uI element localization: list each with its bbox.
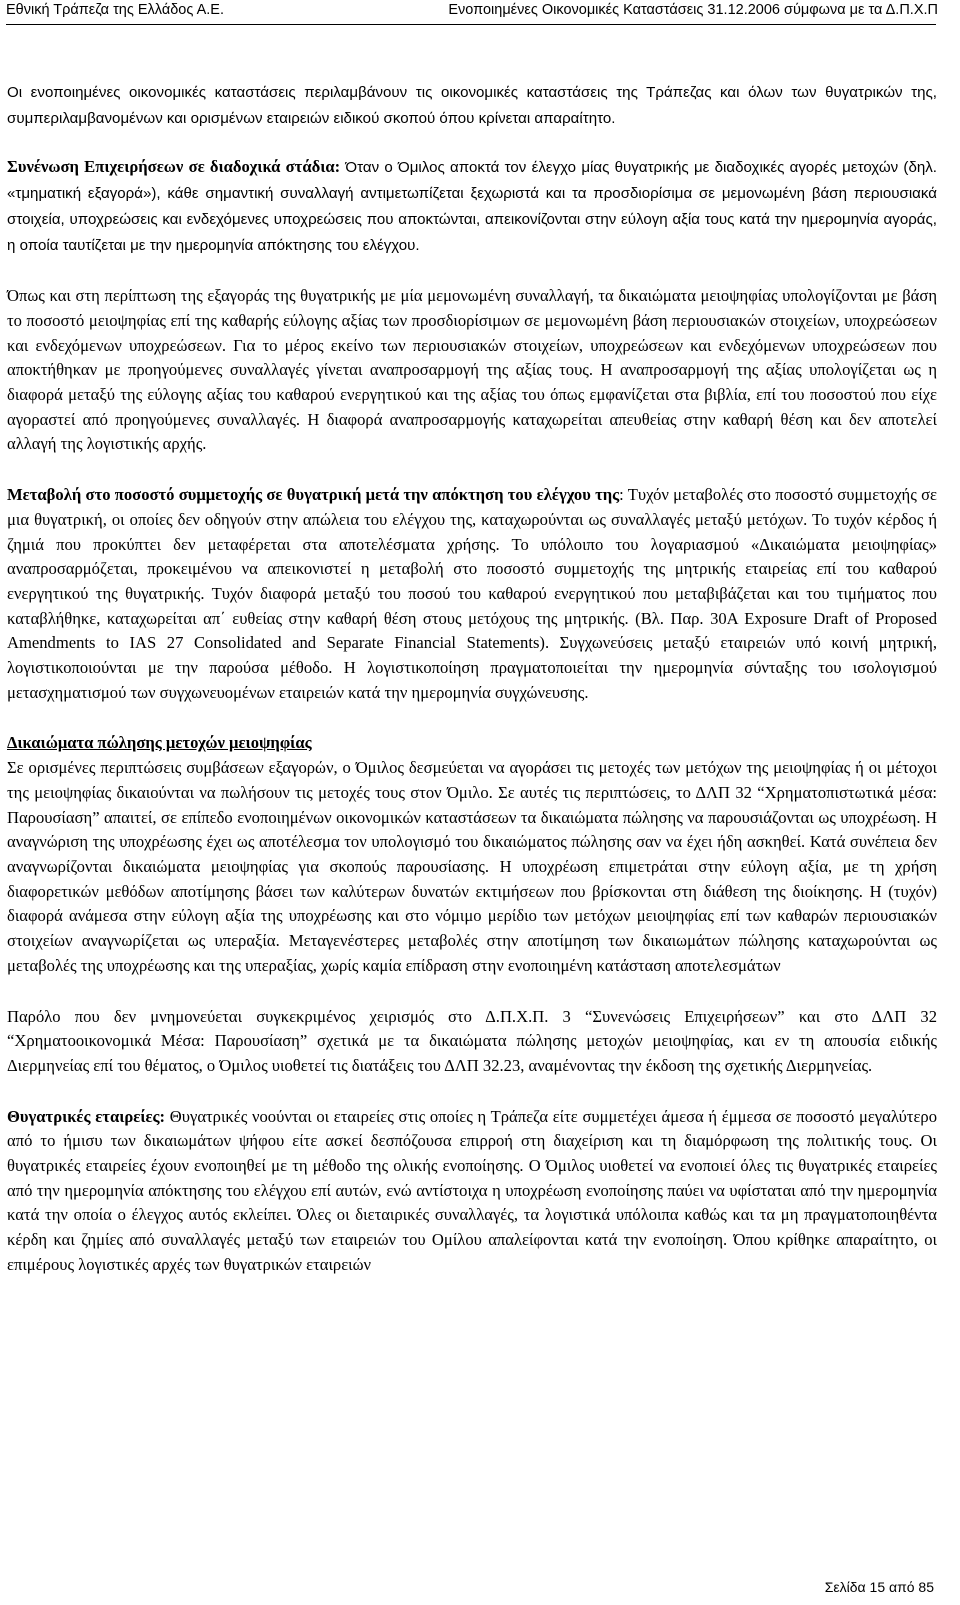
paragraph-text: Παρόλο που δεν μνημονεύεται συγκεκριμένος χειρισμός στο Δ.Π.Χ.Π. 3 “Συνενώσεις Επιχειρήσεων” και στο ΔΛΠ 32 “Χρηματοοικονομικά Μέσα: Παρουσίαση” σχετικά με τα δικαιώματα πώλησης μετοχών μειοψηφίας, και εν τη απουσία ειδικής Διερμηνείας επί του θέματος, ο Όμιλος υιοθετεί τις διατάξεις του ΔΛΠ 32.23, αναμένοντας την έκδοση της σχετικής Διερμηνείας. <box>7 1006 937 1075</box>
paragraph-text: Θυγατρικές νοούνται οι εταιρείες στις οποίες η Τράπεζα είτε συμμετέχει άμεσα ή έμμεσα σε ποσοστό μεγαλύτερο από το ήμισυ των δικαιωμάτων ψήφου είτε ασκεί δεσπόζουσα επιρροή στη διαχείριση και τη διαμόρφωση της πολιτικής τους. Οι θυγατρικές εταιρείες έχουν ενοποιηθεί με τη μέθοδο της ολικής ενοποίησης. Ο Όμιλος υιοθετεί να ενοποιεί όλες τις θυγατρικές εταιρείες από την ημερομηνία απόκτησης του ελέγχου επί αυτών, ενώ αντίστοιχα η υποχρέωση ενοποίησης παύει να υφίσταται από την ημερομηνία κατά την οποία ο έλεγχος αυτός εκλείπει. Όλες οι διεταιρικές συναλλαγές, τα λογιστικά υπόλοιπα καθώς και τα μη πραγματοποιηθέντα κέρδη και ζημίες από συναλλαγές μεταξύ των εταιρειών του Ομίλου απαλείφονται κατά την ενοποίηση. Όπου κρίθηκε απαραίτητο, οι επιμέρους λογιστικές αρχές των θυγατρικών εταιρειών <box>7 1106 938 1274</box>
paragraph-subsidiaries <box>7 1105 937 1278</box>
running-header <box>6 0 936 25</box>
paragraph-step-acquisition <box>7 155 937 258</box>
paragraph-text: Οι ενοποιημένες οικονομικές καταστάσεις περιλαμβάνουν τις οικονομικές καταστάσεις της Τράπεζας και όλων των θυγατρικών της, συμπεριλαμβανομένων και ορισμένων εταιρειών ειδικού σκοπού όπου κρίνεται απαραίτητο. <box>7 84 937 127</box>
paragraph-ifrs3-treatment <box>7 1005 937 1079</box>
document-body <box>7 80 937 1278</box>
paragraph-minority-put-options <box>7 756 937 978</box>
paragraph-heading: Θυγατρικές εταιρείες: <box>7 1106 166 1126</box>
paragraph-text: Όταν ο Όμιλος αποκτά τον έλεγχο μίας θυγατρικής με διαδοχικές αγορές μετοχών (δηλ. «τμηματική εξαγορά»), κάθε σημαντική συναλλαγή αντιμετωπίζεται ξεχωριστά και τα προσδιορίσιμα σε μεμονωμένη βάση περιουσιακά στοιχεία, υποχρεώσεις και ενδεχόμενες υποχρεώσεις που αποκτώνται, απεικονίζονται στην εύλογη αξία τους κατά την ημερομηνία αγοράς, η οποία ταυτίζεται με την ημερομηνία απόκτησης του ελέγχου. <box>7 159 937 254</box>
paragraph-heading: Συνένωση Επιχειρήσεων σε διαδοχικά στάδια: <box>7 157 341 177</box>
paragraph-heading: Μεταβολή στο ποσοστό συμμετοχής σε θυγατρική μετά την απόκτηση του ελέγχου της <box>7 485 620 505</box>
paragraph-text: Σε ορισμένες περιπτώσεις συμβάσεων εξαγορών, ο Όμιλος δεσμεύεται να αγοράσει τις μετοχές των μετόχων της μειοψηφίας ή οι μέτοχοι της μειοψηφίας δικαιούνται να πωλήσουν τις μετοχές τους στον Όμιλο. Σε αυτές τις περιπτώσεις, το ΔΛΠ 32 “Χρηματοπιστωτικά μέσα: Παρουσίαση” απαιτεί, σε επίπεδο ενοποιημένων οικονομικών καταστάσεων τα δικαιώματα πώλησης να παρουσιάζονται ως υποχρέωση. Η αναγνώριση της υποχρέωσης έχει ως αποτέλεσμα τον υπολογισμό του δικαιώματος πώλησης σαν να έχει ήδη ασκηθεί. Κατά συνέπεια δεν αναγνωρίζονται δικαιώματα μειοψηφίας για σκοπούς παρουσίασης. Η υποχρέωση επιμετράται στην εύλογη αξία, με τη χρήση διαφορετικών μεθόδων αποτίμησης βάσει των καλύτερων δυνατών εκτιμήσεων που βρίσκονται στη διάθεση της διοίκησης. Η (τυχόν) διαφορά ανάμεσα στην εύλογη αξία της υποχρέωσης και στο νόμιμο μερίδιο των μετόχων μειοψηφίας επί των καθαρών περιουσιακών στοιχείων αναγνωρίζεται ως υπεραξία. Μεταγενέστερες μεταβολές στην αποτίμηση των δικαιωμάτων πώλησης καταχωρούνται ως μεταβολές της υποχρέωσης και της υπεραξίας, χωρίς καμία επίδραση στην ενοποιημένη κατάσταση αποτελεσμάτων <box>7 758 937 975</box>
header-report-title: Ενοποιημένες Οικονομικές Καταστάσεις 31.12.2006 σύμφωνα με τα Δ.Π.Χ.Π <box>448 2 938 18</box>
paragraph-minority-rights <box>7 284 937 457</box>
section-heading: Δικαιώματα πώλησης μετοχών μειοψηφίας <box>7 733 312 753</box>
paragraph-ownership-change <box>7 483 937 705</box>
header-bank-name: Εθνική Τράπεζα της Ελλάδος Α.Ε. <box>6 2 224 18</box>
section-heading-minority-put-options <box>7 731 937 756</box>
page-number: Σελίδα 15 από 85 <box>824 1579 934 1595</box>
paragraph-consolidation-scope <box>7 80 937 131</box>
paragraph-text: : Τυχόν μεταβολές στο ποσοστό συμμετοχής σε μια θυγατρική, οι οποίες δεν οδηγούν στην απώλεια του ελέγχου της, καταχωρούνται ως συναλλαγές μεταξύ μετόχων. Το τυχόν κέρδος ή ζημιά που προκύπτει δεν μεταφέρεται στα αποτελέσματα χρήσης. Το υπόλοιπο του λογαριασμού «Δικαιώματα μειοψηφίας» αναπροσαρμόζεται, προκειμένου να απεικονιστεί η μεταβολή στο ποσοστό συμμετοχής της μητρικής εταιρείας επί του καθαρού ενεργητικού της θυγατρικής. Τυχόν διαφορά μεταξύ του ποσού του καθαρού ενεργητικού που μεταβιβάζεται και του τιμήματος που καταβλήθηκε, καταχωρείται απ΄ ευθείας στην καθαρή θέση στους μετόχους της μητρικής. (Βλ. Παρ. 30A Exposure Draft of Proposed Amendments to IAS 27 Consolidated and Separate Financial Statements). Συγχωνεύσεις μεταξύ εταιρειών υπό κοινή μητρική, λογιστικοποιούνται με την παρούσα μέθοδο. Η λογιστικοποίηση πραγματοποιείται την ημερομηνία σύνταξης του ισολογισμού μετασχηματισμού των συγχωνευομένων εταιρειών κατά την ημερομηνία συγχώνευσης. <box>7 485 937 702</box>
paragraph-text: Όπως και στη περίπτωση της εξαγοράς της θυγατρικής με μία μεμονωμένη συναλλαγή, τα δικαιώματα μειοψηφίας υπολογίζονται με βάση το ποσοστό μειοψηφίας επί της καθαρής εύλογης αξίας των προσδιορίσιμων σε μεμονωμένη βάση περιουσιακών στοιχείων, υποχρεώσεων και ενδεχόμενων υποχρεώσεων. Για το μέρος εκείνο των περιουσιακών στοιχείων, υποχρεώσεων και ενδεχόμενων υποχρεώσεων που αποκτήθηκαν με προηγούμενες συναλλαγές γίνεται αναπροσαρμογή της αξίας τους. Η αναπροσαρμογή της αξίας υπολογίζεται ως η διαφορά μεταξύ της εύλογης αξίας του καθαρού ενεργητικού και της αξίας του όπως εμφανίζεται στα βιβλία, επί του ποσοστού που είχε αγοραστεί από προηγούμενες συναλλαγές. Η διαφορά αναπροσαρμογής καταχωρείται απευθείας στην καθαρή θέση και δεν αποτελεί αλλαγή της λογιστικής αρχής. <box>7 286 937 454</box>
